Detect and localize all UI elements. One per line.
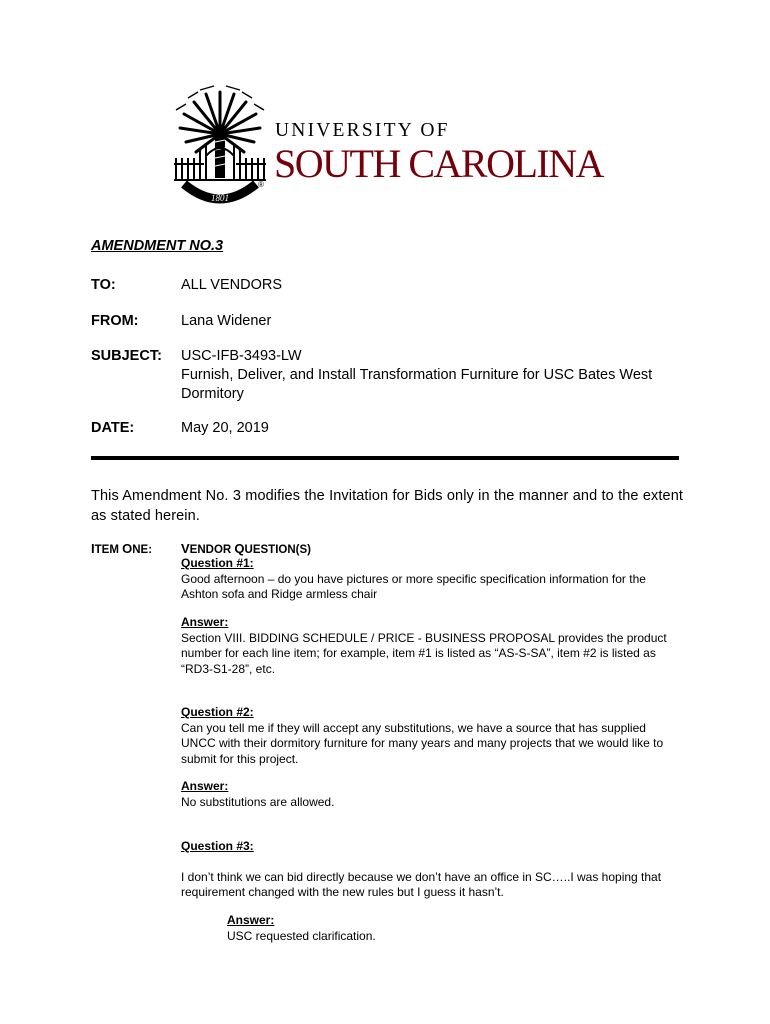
question-2-heading: Question #2: — [181, 705, 254, 719]
svg-text:1801: 1801 — [211, 193, 229, 203]
question-3-text: I don’t think we can bid directly because we don’t have an office in SC…..I was hoping that requirement changed with the new rules but I guess it hasn’t. — [181, 869, 662, 899]
date-value: May 20, 2019 — [181, 420, 269, 436]
from-label: FROM: — [91, 313, 139, 329]
answer-3-heading: Answer: — [227, 913, 275, 927]
subject-line-3: Dormitory — [181, 386, 244, 402]
item-one-title: VENDOR QUESTION(S) — [181, 541, 311, 556]
to-label: TO: — [91, 277, 116, 293]
answer-3-text: USC requested clarification. — [227, 928, 376, 943]
item-one-label: ITEM ONE: — [91, 541, 153, 556]
question-2-text: Can you tell me if they will accept any substitutions, we have a source that has supplied UNCC with their dormitory furniture for many years and many projects that we would like to submit for this project. — [181, 720, 664, 766]
intro-paragraph: This Amendment No. 3 modifies the Invitation for Bids only in the manner and to the extent as stated herein. — [91, 488, 683, 524]
answer-3 — [227, 913, 727, 944]
subject-label: SUBJECT: — [91, 348, 162, 364]
answer-1 — [181, 615, 681, 677]
answer-1-text: Section VIII. BIDDING SCHEDULE / PRICE - BUSINESS PROPOSAL provides the product number for each line item; for example, item #1 is listed as “AS-S-SA”, item #2 is listed as “RD3-S1-28”, etc. — [181, 630, 667, 676]
question-1 — [181, 556, 681, 603]
question-2 — [181, 705, 681, 767]
question-1-heading: Question #1: — [181, 556, 254, 570]
university-logo — [170, 84, 610, 214]
answer-2-text: No substitutions are allowed. — [181, 794, 335, 809]
logo-south-carolina: SOUTH CAROLINA — [274, 141, 603, 186]
subject-line-1: USC-IFB-3493-LW — [181, 348, 302, 364]
question-3-heading: Question #3: — [181, 839, 254, 853]
subject-value — [181, 347, 652, 404]
date-label: DATE: — [91, 420, 135, 436]
divider-rule — [91, 456, 679, 460]
question-3 — [181, 839, 681, 901]
to-value: ALL VENDORS — [181, 277, 282, 293]
from-value: Lana Widener — [181, 313, 272, 329]
question-1-text: Good afternoon – do you have pictures or more specific specification information for the Ashton sofa and Ridge armless chair — [181, 571, 646, 601]
answer-2-heading: Answer: — [181, 779, 229, 793]
answer-1-heading: Answer: — [181, 615, 229, 629]
logo-university-of: UNIVERSITY OF — [275, 120, 450, 141]
answer-2 — [181, 779, 681, 810]
question-3-spacer — [181, 855, 681, 870]
registered-mark: ® — [258, 180, 264, 189]
amendment-title: AMENDMENT NO.3 — [91, 238, 224, 254]
subject-line-2: Furnish, Deliver, and Install Transformation Furniture for USC Bates West — [181, 367, 653, 383]
palmetto-tree-icon — [170, 84, 270, 212]
